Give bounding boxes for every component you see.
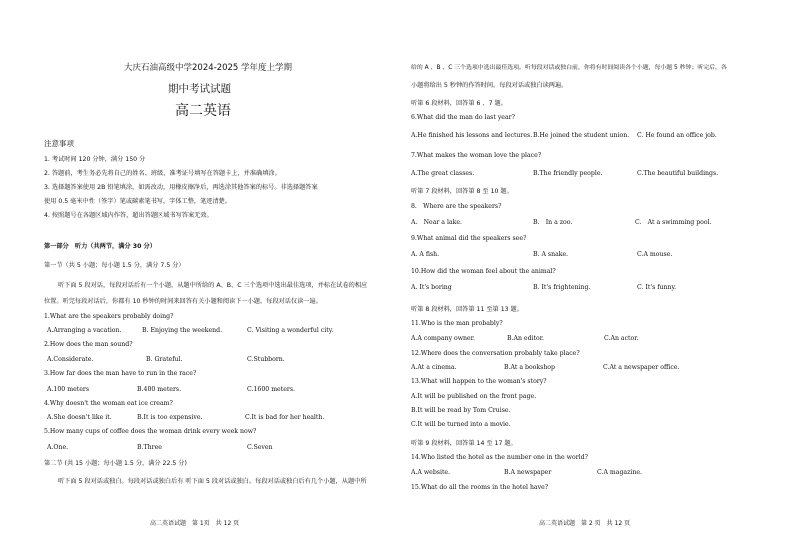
q7-option-b[interactable]: B.The friendly people.: [533, 170, 603, 177]
q8-option-c[interactable]: C. At a swimming pool.: [635, 219, 712, 226]
q9-option-a[interactable]: A. A fish.: [411, 251, 440, 258]
q7-stem: 7.What makes the woman love the place?: [411, 152, 542, 159]
sec1-title: 第一节（共 5 小题；每小题 1.5 分，满分 7.5 分）: [44, 262, 185, 269]
q5-option-c[interactable]: C.Seven: [247, 444, 273, 451]
q13-stem: 13.What will happen to the woman's story?: [411, 378, 547, 385]
q14-stem: 14.Who listed the hotel as the number one in the world?: [411, 454, 588, 461]
q12-option-b[interactable]: B.At a bookshop: [504, 364, 555, 371]
q13-option-c[interactable]: C.It will be turned into a movie.: [411, 421, 511, 428]
school-header: 大庆石油高级中学2024-2025 学年度上学期: [124, 63, 293, 73]
q4-option-a[interactable]: A.She doesn't like it.: [47, 414, 112, 421]
q15-stem: 15.What do all the rooms in the hotel have?: [411, 484, 549, 491]
part1-title: 第一部分 听力（共两节，满分 30 分）: [44, 243, 156, 250]
q3-option-b[interactable]: B.400 meters.: [137, 386, 182, 393]
q7-option-a[interactable]: A.The great classes.: [411, 170, 475, 177]
q12-option-a[interactable]: A.At a cinema.: [411, 364, 457, 371]
q8-option-b[interactable]: B. In a zoo.: [533, 219, 573, 226]
q11-option-b[interactable]: B.An editor.: [507, 335, 544, 342]
notice-title: 注意事项: [44, 139, 74, 148]
q1-option-c[interactable]: C. Visiting a wonderful city.: [247, 327, 334, 334]
page-footer-left: 高二英语试题 第 1页 共 12 页: [150, 520, 240, 527]
q1-option-b[interactable]: B. Enjoying the weekend.: [142, 327, 223, 334]
q7-option-c[interactable]: C.The beautiful buildings.: [637, 170, 719, 177]
q10-option-c[interactable]: C. It's funny.: [637, 284, 677, 291]
q2-stem: 2.How does the man sound?: [44, 341, 133, 348]
q6-stem: 6.What did the man do last year?: [411, 114, 515, 121]
q9-stem: 9.What animal did the speakers see?: [411, 235, 527, 242]
q9-option-c[interactable]: C.A mouse.: [637, 251, 673, 258]
q10-stem: 10.How did the woman feel about the animal?: [411, 268, 556, 275]
sec2-title: 第二节 (共 15 小题；每小题 1.5 分，满分 22.5 分): [44, 460, 187, 467]
q6-option-a[interactable]: A.He finished his lessons and lectures.: [411, 132, 533, 139]
q12-option-c[interactable]: C.At a newspaper office.: [603, 364, 680, 371]
q6-option-b[interactable]: B.He joined the student union.: [533, 132, 630, 139]
q5-option-a[interactable]: A.One.: [47, 444, 69, 451]
sec2-intro-2: 小题将给出 5 秒钟的作答时间。每段对话或独白读两遍。: [411, 82, 568, 89]
q2-option-b[interactable]: B. Grateful.: [146, 356, 183, 363]
q3-option-c[interactable]: C.1600 meters.: [247, 386, 295, 393]
exam-title: 期中考试试题: [168, 83, 231, 95]
q14-option-b[interactable]: B.A newspaper: [504, 469, 552, 476]
group-8-heading: 听第 8 段材料，回答第 11 至第 13 题。: [411, 306, 523, 313]
q1-stem: 1.What are the speakers probably doing?: [44, 313, 174, 320]
notice-2: 2. 答题前，考生务必先将自己的姓名、班级、准考证号填写在答题卡上，并准确填涂。: [44, 170, 281, 177]
right-page: [397, 0, 794, 560]
subject-title: 高二英语: [175, 103, 231, 119]
notice-4: 4. 按照题号在各题区域内作答，超出答题区域书写答案无效。: [44, 212, 213, 219]
q5-option-b[interactable]: B.Three: [137, 444, 162, 451]
q14-option-c[interactable]: C.A magazine.: [597, 469, 642, 476]
group-9-heading: 听第 9 段材料，回答第 14 至 17 题。: [411, 440, 517, 447]
sec2-intro-1: 给的 A 、B 、C 三个选项中选出最佳选项。听每段对话或独白前，你将有时间阅读各个小题，每小题 5 秒钟；听完后，各: [411, 65, 727, 71]
sec1-instr-1: 听下面 5 段对话，每段对话后有一个小题，从题中所给的 A、B、C 三个选项中选出最佳选项，并标在试卷的相应: [58, 282, 368, 289]
q4-option-c[interactable]: C.It is bad for her health.: [245, 414, 325, 421]
q4-stem: 4.Why doesn't the woman eat ice cream?: [44, 400, 173, 407]
q2-option-a[interactable]: A.Considerate.: [47, 356, 94, 363]
q13-option-a[interactable]: A.It will be published on the front page.: [411, 393, 537, 400]
q8-option-a[interactable]: A. Near a lake.: [411, 219, 463, 226]
page-footer-right: 高二英语试题 第 2 页 共 12 页: [539, 520, 631, 527]
group-6-heading: 听第 6 段材料，回答第 6 、7 题。: [411, 100, 507, 107]
q3-stem: 3.How far does the man have to run in the race?: [44, 370, 197, 377]
q9-option-b[interactable]: B. A snake.: [533, 251, 569, 258]
q8-stem: 8. Where are the speakers?: [411, 203, 502, 210]
notice-3-cont: 使用 0.5 毫米中性（签字）笔或碳素笔书写，字体工整，笔迹清楚。: [44, 198, 232, 205]
group-7-heading: 听第 7 段材料，回答第 8 至 10 题。: [411, 188, 513, 195]
q1-option-a[interactable]: A.Arranging a vacation.: [47, 327, 122, 334]
q11-option-c[interactable]: C.An actor.: [604, 335, 639, 342]
q10-option-a[interactable]: A. It's boring: [411, 284, 452, 291]
sec2-instr: 听下面 5 段对话或独白。每段对话或独白后有 听下面 5 段对话或独白。每段对话或独白后有几个小题，从题中所: [58, 478, 367, 485]
notice-1: 1. 考试时间 120 分钟，满分 150 分: [44, 156, 146, 163]
q5-stem: 5.How many cups of coffee does the woman drink every week now?: [44, 428, 257, 435]
q4-option-b[interactable]: B.It is too expensive.: [137, 414, 203, 421]
q12-stem: 12.Where does the conversation probably take place?: [411, 350, 580, 357]
q11-stem: 11.Who is the man probably?: [411, 320, 503, 327]
sec1-instr-2: 位置。听完每段对话后，你都有 10 秒钟的时间来回答有关小题和阅读下一小题。每段对话仅读一遍。: [44, 298, 322, 305]
q14-option-a[interactable]: A.A website.: [411, 469, 451, 476]
notice-3: 3. 选择题答案使用 2B 铅笔填涂，如需改动，用橡皮擦净后，再选涂其他答案的标号。非选择题答案: [44, 184, 318, 191]
q2-option-c[interactable]: C.Stubborn.: [247, 356, 285, 363]
q11-option-a[interactable]: A.A company owner.: [411, 335, 475, 342]
q3-option-a[interactable]: A.100 meters: [47, 386, 90, 393]
q6-option-c[interactable]: C. He found an office job.: [637, 132, 717, 139]
q10-option-b[interactable]: B. It's frightening.: [533, 284, 591, 291]
q13-option-b[interactable]: B.It will be read by Tom Cruise.: [411, 407, 511, 414]
